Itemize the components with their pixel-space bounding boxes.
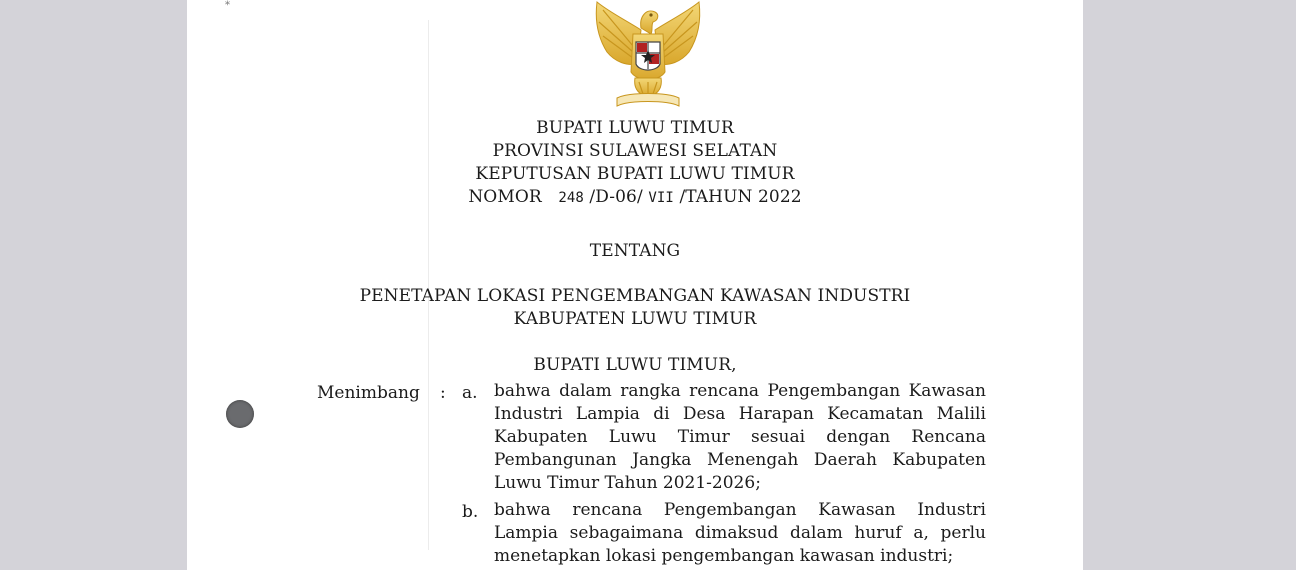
word: a, [913,523,929,543]
nomor-prefix: NOMOR [468,187,542,207]
word: Kawasan [818,500,896,520]
word: Pengembangan [767,381,901,401]
header-line-1: BUPATI LUWU TIMUR [536,118,734,138]
item-a-line-3 [494,426,986,449]
page-mark: * [225,0,230,11]
word: dengan [826,427,891,447]
item-letter-a: a. [462,383,478,403]
item-a-line-2 [494,403,986,426]
word: Pembangunan [494,450,617,470]
nomor-month: VII [648,190,674,206]
word: dalam [790,523,843,543]
item-body-b [494,499,986,568]
document-page [187,0,1083,570]
nomor-middle: /D-06/ [589,187,643,207]
menimbang-label: Menimbang [317,383,420,403]
word: Kecamatan [827,404,924,424]
item-b-line-2 [494,522,986,545]
word: Menengah [706,450,799,470]
word: rencana [572,500,643,520]
word: perlu [940,523,986,543]
punch-hole [226,400,254,428]
title-line-2: KABUPATEN LUWU TIMUR [513,309,757,329]
word: dalam [559,381,612,401]
word: Industri [494,404,563,424]
word: Industri [917,500,986,520]
word: Kabupaten [892,450,986,470]
word: Lampia [575,404,640,424]
word: Pengembangan [663,500,797,520]
item-a-line-4 [494,449,986,472]
menimbang-colon: : [440,383,446,403]
item-a-line-1 [494,380,986,403]
word: Harapan [738,404,814,424]
word: Timur [677,427,730,447]
word: Kabupaten [494,427,588,447]
word: Lampia [494,523,558,543]
word: Jangka [632,450,692,470]
item-b-line-3: menetapkan lokasi pengembangan kawasan industri; [494,546,954,566]
header-line-2: PROVINSI SULAWESI SELATAN [492,141,778,161]
garuda-emblem-icon [589,0,707,112]
word: Luwu [608,427,657,447]
item-a-line-5: Luwu Timur Tahun 2021-2026; [494,473,761,493]
word: sebagaimana [569,523,684,543]
nomor-number: 248 [558,190,584,206]
word: bahwa [494,381,551,401]
word: Rencana [911,427,986,447]
item-b-line-1 [494,499,986,522]
tentang-heading: TENTANG [589,241,681,261]
decree-number [187,187,1083,207]
word: Malili [936,404,986,424]
word: Desa [682,404,726,424]
word: di [653,404,670,424]
title-line-1: PENETAPAN LOKASI PENGEMBANGAN KAWASAN INDUSTRI [359,286,911,306]
item-body-a [494,380,986,495]
word: Daerah [813,450,877,470]
word: dimaksud [694,523,779,543]
word: sesuai [751,427,806,447]
scan-artifact-line [428,20,429,550]
word: rangka [620,381,681,401]
bupati-heading: BUPATI LUWU TIMUR, [533,355,737,375]
item-letter-b: b. [462,502,479,522]
header-line-3: KEPUTUSAN BUPATI LUWU TIMUR [475,164,795,184]
word: rencana [689,381,760,401]
word: bahwa [494,500,551,520]
word: huruf [854,523,902,543]
word: Kawasan [908,381,986,401]
nomor-suffix: /TAHUN 2022 [679,187,802,207]
